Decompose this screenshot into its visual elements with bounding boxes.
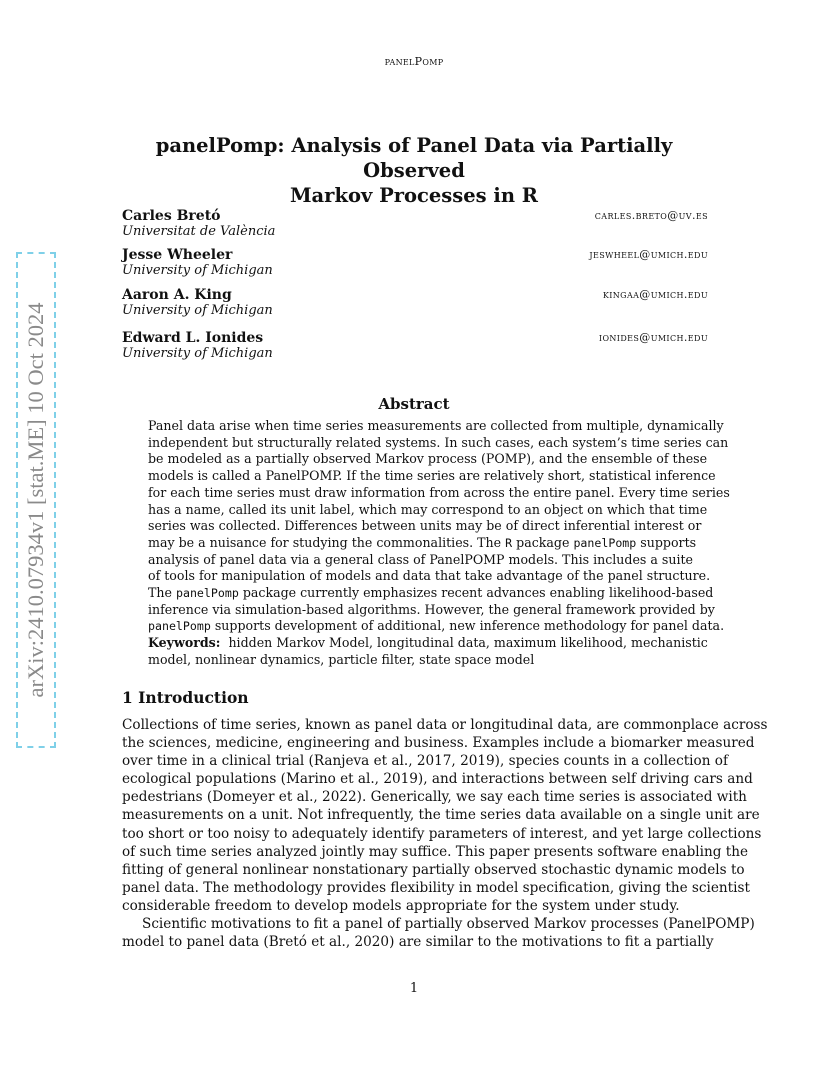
body-line: measurements on a unit. Not infrequently, the time series data available on a single unit are bbox=[122, 807, 760, 824]
author-name: Edward L. Ionides bbox=[122, 330, 264, 346]
body-line: pedestrians (Domeyer et al., 2022). Generically, we say each time series is associated with bbox=[122, 789, 747, 806]
abstract-line bbox=[148, 534, 697, 552]
paper-title-line-2: Markov Processes in R bbox=[289, 184, 539, 207]
section-heading: 1 Introduction bbox=[122, 688, 249, 707]
keywords-label: Keywords: bbox=[148, 635, 221, 651]
body-line: Collections of time series, known as panel data or longitudinal data, are commonplace across bbox=[122, 717, 768, 733]
body-line: Scientific motivations to fit a panel of partially observed Markov processes (PanelPOMP) bbox=[142, 916, 755, 933]
abstract-line bbox=[148, 618, 725, 635]
author-block bbox=[122, 208, 708, 248]
abstract-line: series was collected. Differences between units may be of direct inferential interest or bbox=[148, 518, 702, 534]
running-head: panelPomp bbox=[384, 55, 444, 68]
author-name: Jesse Wheeler bbox=[122, 247, 233, 263]
author-name: Carles Bretó bbox=[122, 208, 221, 224]
author-email[interactable]: ionides@umich.edu bbox=[598, 331, 708, 344]
abstract-line: has a name, called its unit label, which may correspond to an object on which that time bbox=[148, 501, 708, 517]
abstract-line: inference via simulation-based algorithms. However, the general framework provided by bbox=[148, 601, 715, 617]
author-block bbox=[122, 330, 708, 370]
author-email[interactable]: kingaa@umich.edu bbox=[602, 288, 708, 301]
abstract-body bbox=[148, 418, 730, 669]
abstract-line: models is called a PanelPOMP. If the time series are relatively short, statistical inference bbox=[148, 468, 716, 484]
keywords-text: hidden Markov Model, longitudinal data, maximum likelihood, mechanistic bbox=[228, 635, 708, 651]
page-number: 1 bbox=[409, 981, 419, 996]
keywords-line bbox=[148, 635, 708, 652]
author-block bbox=[122, 247, 708, 287]
body-line: considerable freedom to develop models appropriate for the system under study. bbox=[122, 897, 680, 914]
abstract-heading: Abstract bbox=[378, 395, 450, 413]
abstract-text: supports development of additional, new inference methodology for panel data. bbox=[214, 618, 725, 634]
abstract-line: analysis of panel data via a general class of PanelPOMP models. This includes a suite bbox=[148, 551, 694, 567]
body-line: the sciences, medicine, engineering and business. Examples include a biomarker measured bbox=[122, 735, 755, 752]
arxiv-stamp-text: arXiv:2410.07934v1 [stat.ME] 10 Oct 2024 bbox=[23, 302, 48, 698]
author-affiliation: University of Michigan bbox=[122, 303, 273, 318]
paper-title-line-1: panelPomp: Analysis of Panel Data via Partially Observed bbox=[155, 134, 673, 182]
author-name: Aaron A. King bbox=[122, 287, 232, 303]
author-email[interactable]: jeswheel@umich.edu bbox=[589, 248, 708, 261]
abstract-text: may be a nuisance for studying the commonalities. bbox=[148, 534, 474, 550]
author-email[interactable]: carles.breto@uv.es bbox=[594, 209, 708, 222]
paper-title bbox=[110, 133, 718, 208]
body-line: over time in a clinical trial (Ranjeva et al., 2017, 2019), species counts in a collection of bbox=[122, 753, 728, 770]
abstract-line: of tools for manipulation of models and data that take advantage of the panel structure. bbox=[148, 568, 711, 584]
author-block bbox=[122, 287, 708, 327]
inline-code: panelPomp bbox=[573, 535, 637, 550]
abstract-line: for each time series must draw information from across the entire panel. Every time series bbox=[148, 484, 730, 500]
abstract-line bbox=[148, 585, 714, 602]
abstract-line: Panel data arise when time series measurements are collected from multiple, dynamically bbox=[148, 418, 724, 433]
abstract-text: The bbox=[148, 585, 172, 601]
abstract-text: package currently emphasizes recent advances enabling likelihood-based bbox=[242, 585, 714, 601]
body-line: model to panel data (Bretó et al., 2020) are similar to the motivations to fit a partially bbox=[122, 934, 714, 951]
body-line: too short or too noisy to adequately identify parameters of interest, and yet large collections bbox=[122, 825, 762, 842]
abstract-line: independent but structurally related systems. In such cases, each system’s time series can bbox=[148, 434, 729, 450]
abstract-line: be modeled as a partially observed Markov process (POMP), and the ensemble of these bbox=[148, 451, 708, 467]
body-line: panel data. The methodology provides flexibility in model specification, giving the scientist bbox=[122, 879, 750, 896]
author-affiliation: Universitat de València bbox=[122, 224, 276, 239]
inline-code: panelPomp bbox=[175, 586, 239, 601]
section-body bbox=[122, 716, 768, 951]
abstract-text: package bbox=[516, 534, 570, 550]
inline-code: R bbox=[505, 535, 513, 550]
keywords-line: model, nonlinear dynamics, particle filter, state space model bbox=[148, 651, 535, 667]
abstract-text: supports bbox=[640, 534, 697, 550]
inline-code: panelPomp bbox=[148, 619, 211, 634]
author-affiliation: University of Michigan bbox=[122, 263, 273, 278]
author-affiliation: University of Michigan bbox=[122, 346, 273, 361]
abstract-text: The bbox=[477, 534, 502, 550]
body-line: ecological populations (Marino et al., 2019), and interactions between self driving cars and bbox=[122, 771, 753, 788]
body-line: fitting of general nonlinear nonstationary partially observed stochastic dynamic models to bbox=[122, 861, 745, 878]
arxiv-stamp[interactable] bbox=[16, 252, 56, 748]
body-line: of such time series analyzed jointly may suffice. This paper presents software enabling the bbox=[122, 843, 749, 860]
